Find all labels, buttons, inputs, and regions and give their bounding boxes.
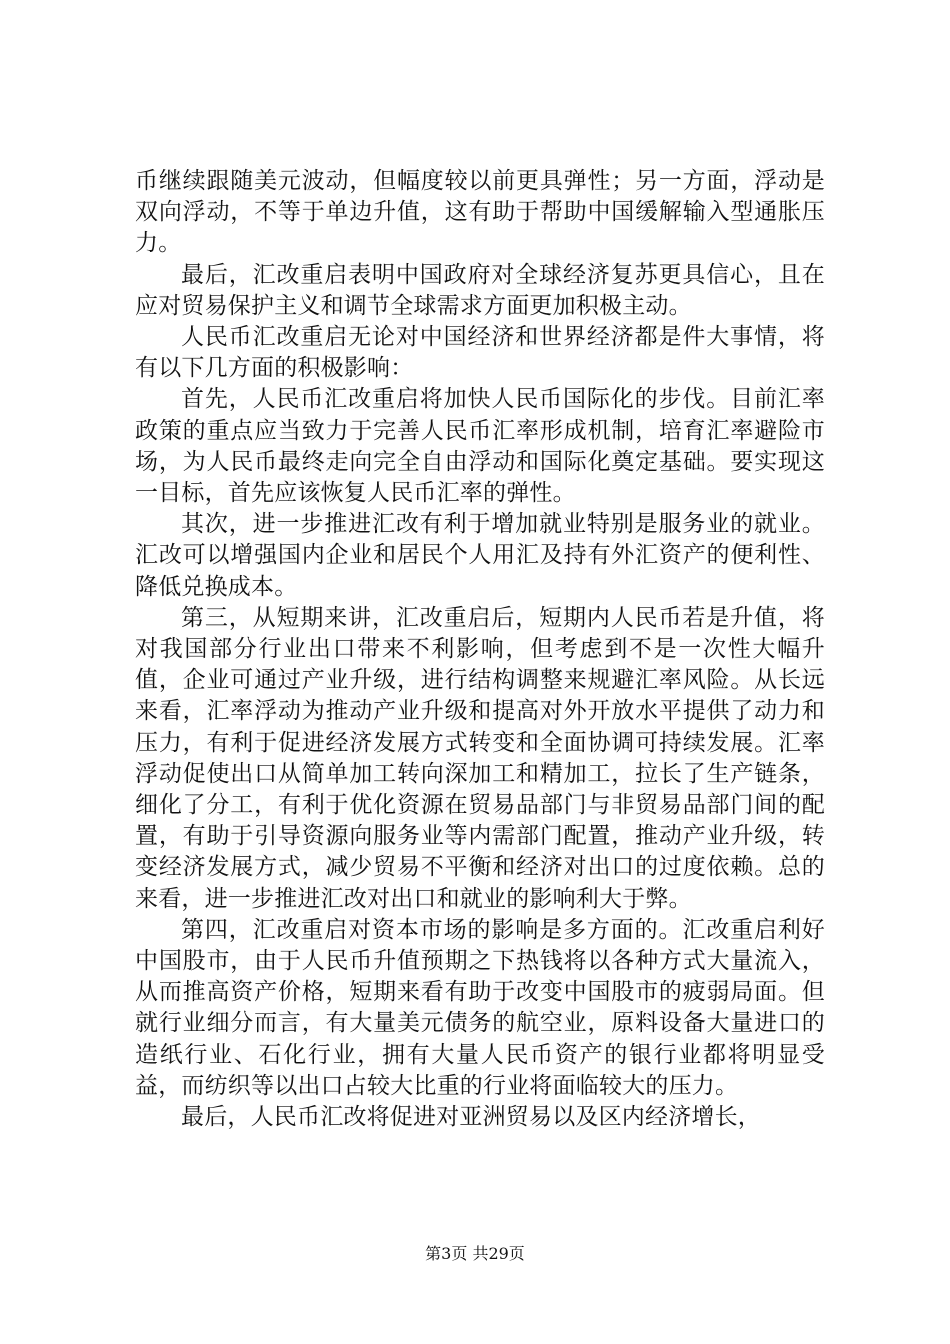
document-body	[135, 166, 825, 1133]
paragraph-2: 最后，汇改重启表明中国政府对全球经济复苏更具信心，且在应对贸易保护主义和调节全球需求方面更加积极主动。	[135, 261, 825, 319]
paragraph-5: 其次，进一步推进汇改有利于增加就业特别是服务业的就业。汇改可以增强国内企业和居民个人用汇及持有外汇资产的便利性、降低兑换成本。	[135, 511, 825, 600]
page-footer: 第3页 共29页	[425, 1244, 525, 1263]
paragraph-4: 首先，人民币汇改重启将加快人民币国际化的步伐。目前汇率政策的重点应当致力于完善人民币汇率形成机制，培育汇率避险市场，为人民币最终走向完全自由浮动和国际化奠定基础。要实现这一目标，首先应该恢复人民币汇率的弹性。	[135, 386, 825, 507]
paragraph-6: 第三，从短期来讲，汇改重启后，短期内人民币若是升值，将对我国部分行业出口带来不利影响，但考虑到不是一次性大幅升值，企业可通过产业升级，进行结构调整来规避汇率风险。从长远来看，汇率浮动为推动产业升级和提高对外开放水平提供了动力和压力，有利于促进经济发展方式转变和全面协调可持续发展。汇率浮动促使出口从简单加工转向深加工和精加工，拉长了生产链条，细化了分工，有利于优化资源在贸易品部门与非贸易品部门间的配置，有助于引导资源向服务业等内需部门配置，推动产业升级，转变经济发展方式，减少贸易不平衡和经济对出口的过度依赖。总的来看，进一步推进汇改对出口和就业的影响利大于弊。	[135, 604, 825, 912]
paragraph-3: 人民币汇改重启无论对中国经济和世界经济都是件大事情，将有以下几方面的积极影响：	[135, 324, 825, 382]
paragraph-7: 第四，汇改重启对资本市场的影响是多方面的。汇改重启利好中国股市，由于人民币升值预期之下热钱将以各种方式大量流入，从而推高资产价格，短期来看有助于改变中国股市的疲弱局面。但就行业细分而言，有大量美元债务的航空业，原料设备大量进口的造纸行业、石化行业，拥有大量人民币资产的银行业都将明显受益，而纺织等以出口占较大比重的行业将面临较大的压力。	[135, 916, 825, 1099]
paragraph-1: 币继续跟随美元波动，但幅度较以前更具弹性；另一方面，浮动是双向浮动，不等于单边升值，这有助于帮助中国缓解输入型通胀压力。	[135, 168, 825, 257]
paragraph-8: 最后，人民币汇改将促进对亚洲贸易以及区内经济增长，	[181, 1104, 761, 1131]
